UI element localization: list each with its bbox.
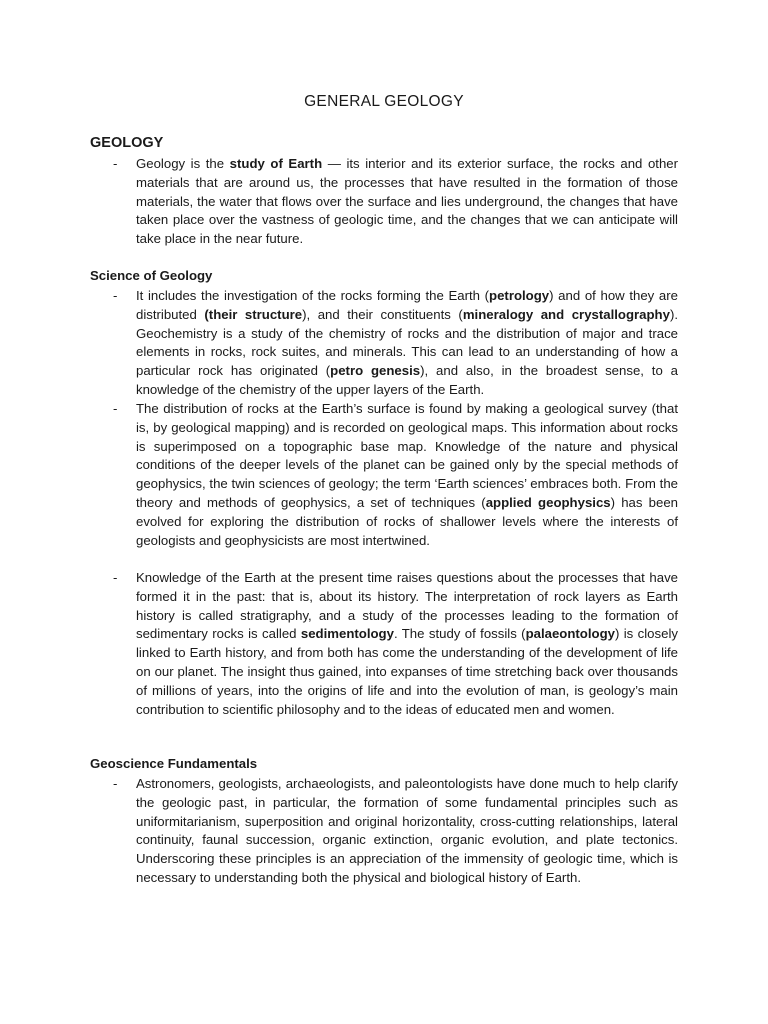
text-segment: ). Geochemistry is a study of the chemistry of rocks and the distribution of major and trace elements in rocks, rock suites, and minerals. This can lead to an understanding of how a particular rock has originated ( <box>136 306 678 379</box>
bullet-dash: - <box>113 156 118 171</box>
bold-term: applied geophysics <box>485 494 611 510</box>
section-heading-science-of-geology: Science of Geology <box>90 268 213 283</box>
bold-term: petrology <box>489 288 550 303</box>
bullet-dash: - <box>113 401 118 416</box>
bullet-dash: - <box>113 570 118 585</box>
paragraph-text <box>136 569 678 719</box>
text-segment: ) has been evolved for exploring the distribution of rocks of shallower levels where the interests of geologists and geophysicists are most intertwined. <box>136 494 678 548</box>
text-segment: ), and their constituents ( <box>302 306 463 322</box>
text-segment: . The study of fossils ( <box>393 626 526 642</box>
document-title: GENERAL GEOLOGY <box>304 93 464 110</box>
bold-term: sedimentology <box>300 626 394 642</box>
text-segment: ) and of how they are distributed <box>136 288 678 322</box>
paragraph-text <box>136 155 678 249</box>
text-segment: ) is closely linked to Earth history, and from both has come the understanding of the development of life on our planet. The insight thus gained, into expanses of time stretching back over thousands of millions of years, into the origins of life and into the evolution of man, is geology’s main contribution to scientific philosophy and to the ideas of educated men and women. <box>136 626 678 717</box>
text-segment: ), and also, in the broadest sense, to a knowledge of the chemistry of the upper layers of the Earth. <box>136 363 678 397</box>
text-segment: Astronomers, geologists, archaeologists, and paleontologists have done much to help clarify the geologic past, in particular, the formation of some fundamental principles such as uniformitarianism, superposition and original horizontality, cross-cutting relationships, lateral continuity, faunal succession, organic extinction, organic evolution, and plate tectonics. Underscoring these principles is an appreciation of the immensity of geologic time, which is necessary to understanding both the physical and biological history of Earth. <box>136 776 678 885</box>
paragraph-text <box>136 287 678 400</box>
text-segment: It includes the investigation of the rocks forming the Earth ( <box>136 288 490 303</box>
list-item <box>113 569 678 719</box>
text-segment: — its interior and its exterior surface, the rocks and other materials that are around us, the processes that have resulted in the formation of those materials, the water that flows over the surface and lies underground, the changes that have taken place over the vastness of geologic time, and the changes that we can anticipate will take place in the near future. <box>136 156 679 247</box>
bold-term: study of Earth <box>229 156 323 171</box>
paragraph-text <box>136 775 678 888</box>
list-item <box>113 775 678 888</box>
bold-term: (their structure <box>204 306 303 322</box>
text-segment: Geology is the <box>136 156 230 171</box>
section-heading-geology: GEOLOGY <box>90 135 164 151</box>
text-segment: Knowledge of the Earth at the present time raises questions about the processes that have formed it in the past: that is, about its history. The interpretation of rock layers as Earth history is called stratigraphy, and a study of the processes leading to the formation of sedimentary rocks is called <box>136 570 678 642</box>
list-item <box>113 155 678 249</box>
bold-term: palaeontology <box>525 626 615 642</box>
paragraph-text <box>136 400 678 550</box>
list-item <box>113 287 678 400</box>
bold-term: petro genesis <box>330 363 421 379</box>
section-heading-geoscience-fundamentals: Geoscience Fundamentals <box>90 756 258 771</box>
list-item <box>113 400 678 550</box>
bullet-dash: - <box>113 288 118 303</box>
bold-term: mineralogy and crystallography <box>462 306 670 322</box>
text-segment: The distribution of rocks at the Earth’s surface is found by making a geological survey (that is, by geological mapping) and is recorded on geological maps. This information about rocks is superimposed on a topographic base map. Knowledge of the nature and physical conditions of the deeper levels of the planet can be gained only by the special methods of geophysics, the twin sciences of geology; the term ‘Earth sciences’ embraces both. From the theory and methods of geophysics, a set of techniques ( <box>136 401 678 510</box>
bullet-dash: - <box>113 776 118 791</box>
